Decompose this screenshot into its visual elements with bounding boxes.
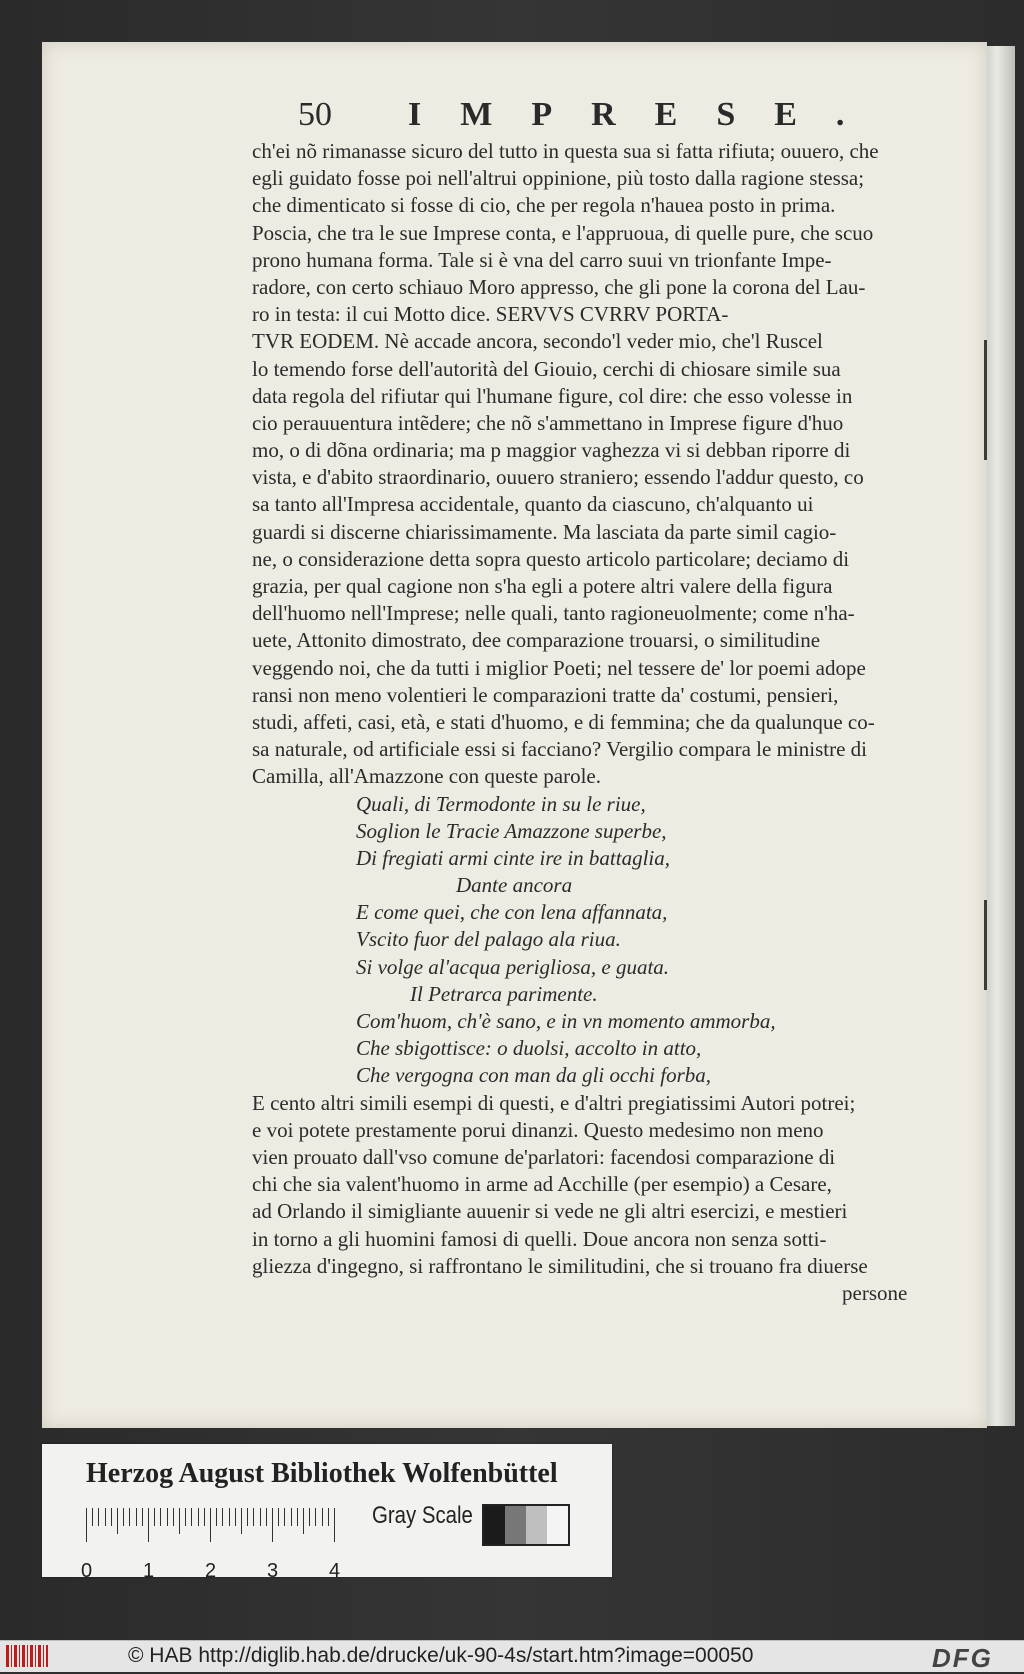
text-line: lo temendo forse dell'autorità del Giouio, cerchi di chiosare simile sua xyxy=(252,356,841,381)
ruler-tick xyxy=(303,1508,304,1534)
ruler-tick xyxy=(260,1508,261,1526)
ruler-tick xyxy=(191,1508,192,1526)
ruler-tick xyxy=(235,1508,236,1526)
ruler-tick xyxy=(284,1508,285,1526)
text-line: chi che sia valent'huomo in arme ad Acchille (per esempio) a Cesare, xyxy=(252,1172,832,1197)
text-line: cio perauuentura intẽdere; che nõ s'ammettano in Imprese figure d'huo xyxy=(252,410,844,435)
verse-line: Di fregiati armi cinte ire in battaglia, xyxy=(356,845,671,870)
text-line: che dimenticato si fosse di cio, che per regola n'hauea posto in prima. xyxy=(252,193,836,218)
ruler-number: 3 xyxy=(267,1560,279,1582)
ruler-tick xyxy=(210,1508,211,1542)
ruler-tick xyxy=(111,1508,112,1526)
verse-heading: Il Petrarca parimente. xyxy=(410,981,598,1006)
ruler-tick xyxy=(241,1508,242,1534)
text-line: ransi non meno volentieri le comparazioni tratte da' costumi, pensieri, xyxy=(252,682,839,707)
gray-scale-label: Gray Scale xyxy=(372,1502,473,1529)
measurement-ruler xyxy=(81,1508,404,1582)
text-line: prono humana forma. Tale si è vna del carro suui vn trionfante Impe- xyxy=(252,247,832,272)
verse-line: Soglion le Tracie Amazzone superbe, xyxy=(356,818,667,843)
ruler-number: 0 xyxy=(81,1560,93,1582)
ruler-tick xyxy=(185,1508,186,1526)
library-name: Herzog August Bibliothek Wolfenbüttel xyxy=(86,1458,558,1489)
ruler-number: 1 xyxy=(143,1560,155,1582)
ruler-tick xyxy=(98,1508,99,1526)
ruler-tick xyxy=(86,1508,87,1542)
text-line: guardi si discerne chiarissimamente. Ma lasciata da parte simil cagio- xyxy=(252,519,837,544)
ruler-tick xyxy=(142,1508,143,1526)
ruler-tick xyxy=(328,1508,329,1526)
verse-line: Che vergogna con man da gli occhi forba, xyxy=(356,1063,712,1088)
text-line: gliezza d'ingegno, si raffrontano le similitudini, che si trouano fra diuerse xyxy=(252,1253,868,1278)
running-title: IMPRESE. xyxy=(408,96,884,133)
ruler-tick xyxy=(315,1508,316,1526)
verse-line: Si volge al'acqua perigliosa, e guata. xyxy=(356,954,670,979)
ruler-tick xyxy=(173,1508,174,1526)
gray-swatch xyxy=(526,1506,547,1544)
ruler-number: 4 xyxy=(329,1560,341,1582)
page-number: 50 xyxy=(298,96,332,133)
text-line: Poscia, che tra le sue Imprese conta, e l'appruoua, di quelle pure, che scuo xyxy=(252,220,874,245)
ruler-tick xyxy=(272,1508,273,1542)
verse-line: Com'huom, ch'è sano, e in vn momento ammorba, xyxy=(356,1009,776,1033)
ruler-tick xyxy=(105,1508,106,1526)
ruler-tick xyxy=(253,1508,254,1526)
text-line: uete, Attonito dimostrato, dee comparazione trouarsi, o similitudine xyxy=(252,628,821,653)
copyright-link[interactable]: © HAB http://diglib.hab.de/drucke/uk-90-4s/start.htm?image=00050 xyxy=(128,1644,754,1667)
text-line: egli guidato fosse poi nell'altrui oppinione, più tosto dalla ragione stessa; xyxy=(252,166,865,191)
page-header xyxy=(298,96,884,140)
ruler-tick xyxy=(297,1508,298,1526)
dfg-logo: DFG xyxy=(932,1643,993,1673)
ruler-tick xyxy=(334,1508,335,1542)
text-line: e voi potete prestamente porui dinanzi. Questo medesimo non meno xyxy=(252,1117,824,1142)
text-line: vien prouato dall'vso comune de'parlatori: facendosi comparazione di xyxy=(252,1144,836,1169)
page-shadow-line xyxy=(984,900,987,990)
text-line: TVR EODEM. Nè accade ancora, secondo'l veder mio, che'l Ruscel xyxy=(252,329,823,354)
prose-block xyxy=(252,138,952,791)
verse-block xyxy=(252,791,952,1090)
gray-swatch xyxy=(547,1506,568,1544)
text-line: in torno a gli huomini famosi di quelli. Doue ancora non senza sotti- xyxy=(252,1226,827,1251)
verse-line: E come quei, che con lena affannata, xyxy=(356,900,668,925)
ruler-tick xyxy=(291,1508,292,1526)
text-line: ro in testa: il cui Motto dice. SERVVS CVRRV PORTA- xyxy=(252,302,729,327)
ruler-tick xyxy=(216,1508,217,1526)
ruler-tick xyxy=(92,1508,93,1526)
verse-line: Vscito fuor del palago ala riua. xyxy=(356,927,621,952)
text-line: studi, affeti, casi, età, e stati d'huomo, e di femmina; che da qualunque co- xyxy=(252,709,875,734)
page-edge xyxy=(985,46,1015,1426)
page-shadow-line xyxy=(984,340,987,460)
ruler-tick xyxy=(229,1508,230,1526)
ruler-tick xyxy=(179,1508,180,1534)
text-line: data regola del rifiutar qui l'humane figure, col dire: che esso volesse in xyxy=(252,383,853,408)
text-line: dell'huomo nell'Imprese; nelle quali, tanto ragioneuolmente; come n'ha- xyxy=(252,601,855,626)
text-line: veggendo noi, che da tutti i miglior Poeti; nel tessere de' lor poemi adope xyxy=(252,655,866,680)
ruler-tick xyxy=(167,1508,168,1526)
ruler-tick xyxy=(148,1508,149,1542)
gray-scale-swatch xyxy=(482,1504,570,1546)
text-line: mo, o di dõna ordinaria; ma p maggior vaghezza vi si debban riporre di xyxy=(252,438,851,463)
prose-block-continued xyxy=(252,1090,952,1280)
ruler-tick xyxy=(222,1508,223,1526)
ruler-tick xyxy=(247,1508,248,1526)
catchword: persone xyxy=(842,1280,908,1305)
ruler-tick xyxy=(278,1508,279,1526)
hab-logo-icon xyxy=(6,1645,48,1667)
verse-heading: Dante ancora xyxy=(456,873,573,898)
text-line: grazia, per qual cagione non s'ha egli a potere altri valere della figura xyxy=(252,574,833,598)
verse-line: Che sbigottisce: o duolsi, accolto in atto, xyxy=(356,1036,702,1061)
ruler-tick xyxy=(129,1508,130,1526)
ruler-tick xyxy=(322,1508,323,1526)
ruler-tick xyxy=(136,1508,137,1526)
text-line: ne, o considerazione detta sopra questo articolo particolare; deciamo di xyxy=(252,546,850,571)
text-line: ad Orlando il simigliante auuenir si vede ne gli altri esercizi, e mestieri xyxy=(252,1199,848,1224)
ruler-tick xyxy=(198,1508,199,1526)
gray-swatch xyxy=(484,1506,505,1544)
text-line: radore, con certo schiauo Moro appresso, che gli pone la corona del Lau- xyxy=(252,274,866,299)
text-line: ch'ei nõ rimanasse sicuro del tutto in questa sua si fatta rifiuta; ouuero, che xyxy=(252,139,879,163)
gray-swatch xyxy=(505,1506,526,1544)
text-line: sa naturale, od artificiale essi si facciano? Vergilio compara le ministre di xyxy=(252,737,867,762)
reference-card xyxy=(42,1444,612,1582)
text-line: Camilla, all'Amazzone con queste parole. xyxy=(252,764,601,789)
ruler-number: 2 xyxy=(205,1560,217,1582)
ruler-tick xyxy=(204,1508,205,1526)
ruler-tick xyxy=(154,1508,155,1526)
ruler-tick xyxy=(160,1508,161,1526)
verse-line: Quali, di Termodonte in su le riue, xyxy=(356,791,646,816)
text-line: E cento altri simili esempi di questi, e d'altri pregiatissimi Autori potrei; xyxy=(252,1090,856,1115)
text-line: vista, e d'abito straordinario, ouuero straniero; essendo l'addur questo, co xyxy=(252,465,864,490)
text-line: sa tanto all'Impresa accidentale, quanto da ciascuno, ch'alquanto ui xyxy=(252,492,814,517)
page-body xyxy=(252,138,952,1307)
viewer-footer xyxy=(0,1640,1024,1672)
ruler-tick xyxy=(266,1508,267,1526)
ruler-tick xyxy=(309,1508,310,1526)
ruler-tick xyxy=(117,1508,118,1534)
ruler-tick xyxy=(123,1508,124,1526)
